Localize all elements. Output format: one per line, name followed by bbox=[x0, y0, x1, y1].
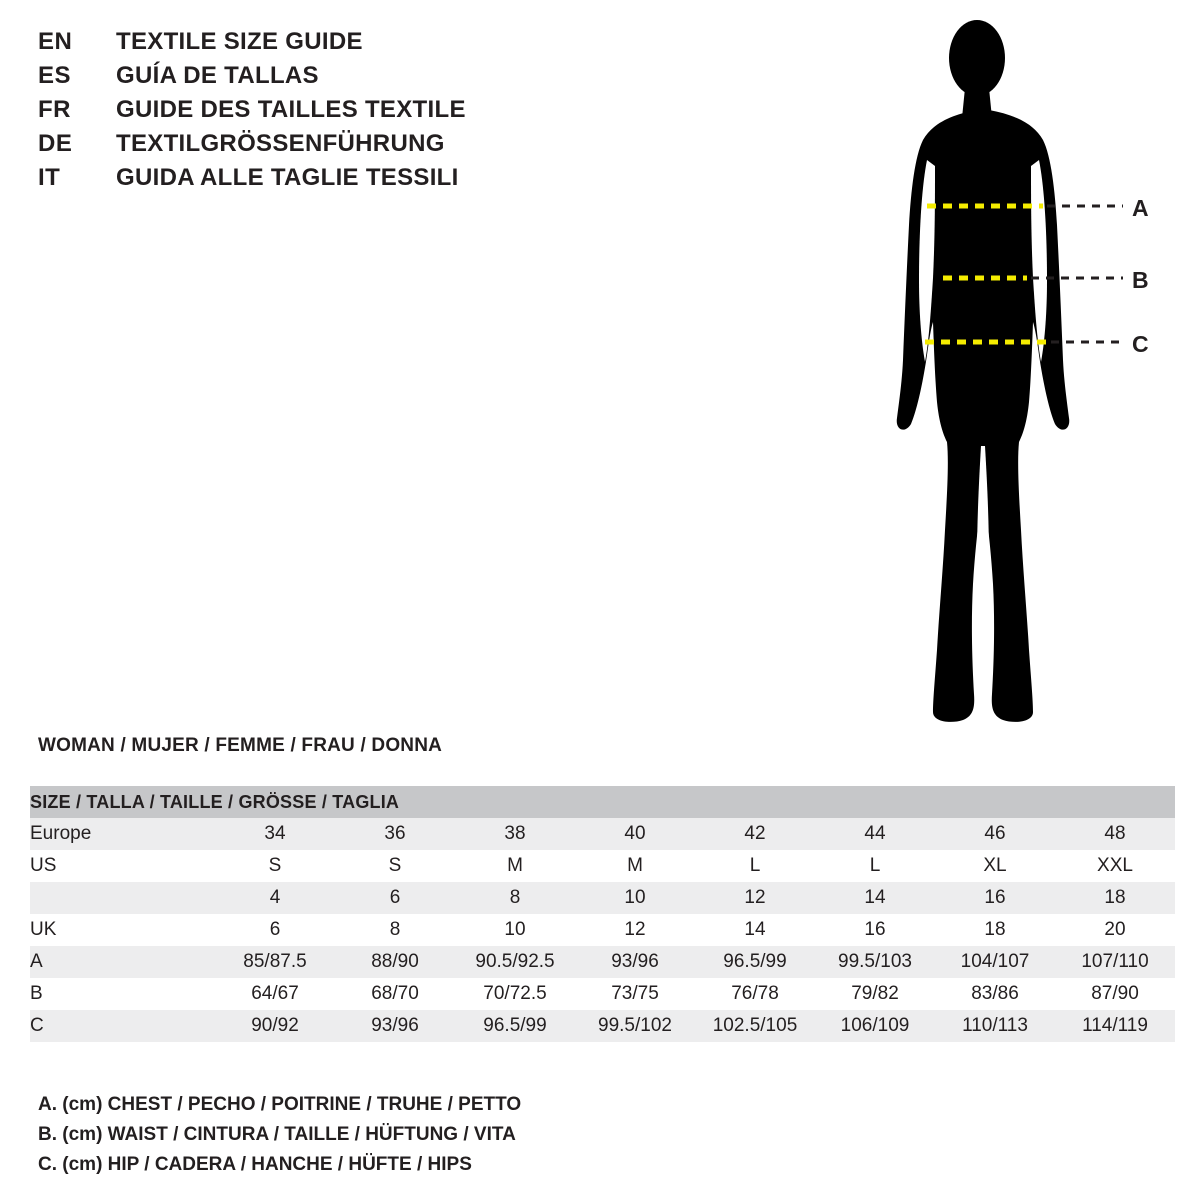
marker-label-c: C bbox=[1132, 331, 1149, 357]
cell-uk-4: 14 bbox=[744, 919, 766, 940]
cell-uk-7: 20 bbox=[1104, 919, 1126, 940]
size-table bbox=[30, 786, 1175, 1042]
title-row-de bbox=[38, 130, 658, 164]
cell-a-4: 96.5/99 bbox=[723, 951, 787, 972]
row-label-us-numeric bbox=[30, 882, 215, 914]
cell-uk-6: 18 bbox=[984, 919, 1006, 940]
cell-us-2: M bbox=[507, 855, 523, 876]
table-row bbox=[30, 946, 1175, 978]
cell-us-0: S bbox=[268, 855, 282, 876]
cell-a-1: 88/90 bbox=[371, 951, 419, 972]
cell-b-1: 68/70 bbox=[371, 983, 419, 1004]
cell-uk-1: 8 bbox=[389, 919, 401, 940]
title-text-en: TEXTILE SIZE GUIDE bbox=[116, 28, 363, 55]
table-header-label: SIZE / TALLA / TAILLE / GRÖSSE / TAGLIA bbox=[30, 791, 400, 812]
cell-b-7: 87/90 bbox=[1091, 983, 1139, 1004]
cell-usnum-6: 16 bbox=[984, 887, 1006, 908]
cell-b-0: 64/67 bbox=[251, 983, 299, 1004]
cell-europe-2: 38 bbox=[504, 823, 526, 844]
legend-line-b: B. (cm) WAIST / CINTURA / TAILLE / HÜFTUNG / VITA bbox=[38, 1124, 516, 1145]
cell-c-2: 96.5/99 bbox=[483, 1015, 547, 1036]
marker-label-a: A bbox=[1132, 195, 1149, 221]
cell-a-7: 107/110 bbox=[1081, 951, 1149, 972]
cell-europe-3: 40 bbox=[624, 823, 646, 844]
cell-usnum-2: 8 bbox=[509, 887, 521, 908]
woman-silhouette-icon bbox=[855, 10, 1185, 740]
title-row-en bbox=[38, 28, 658, 62]
cell-a-6: 104/107 bbox=[960, 951, 1030, 972]
legend-block bbox=[38, 1090, 738, 1180]
cell-uk-5: 16 bbox=[864, 919, 886, 940]
cell-usnum-0: 4 bbox=[269, 887, 281, 908]
title-row-es bbox=[38, 62, 658, 96]
row-label-c: C bbox=[30, 1015, 44, 1036]
cell-c-0: 90/92 bbox=[251, 1015, 299, 1036]
title-lang-fr: FR bbox=[38, 96, 71, 123]
cell-c-3: 99.5/102 bbox=[598, 1015, 672, 1036]
table-row bbox=[30, 818, 1175, 850]
table-row bbox=[30, 1010, 1175, 1042]
cell-us-4: L bbox=[749, 855, 761, 876]
table-row bbox=[30, 914, 1175, 946]
title-lang-de: DE bbox=[38, 130, 73, 157]
cell-us-5: L bbox=[869, 855, 881, 876]
title-block bbox=[38, 28, 658, 198]
cell-uk-2: 10 bbox=[504, 919, 526, 940]
cell-uk-3: 12 bbox=[624, 919, 646, 940]
cell-a-5: 99.5/103 bbox=[838, 951, 912, 972]
cell-c-7: 114/119 bbox=[1082, 1015, 1148, 1036]
cell-b-4: 76/78 bbox=[731, 983, 779, 1004]
cell-europe-6: 46 bbox=[984, 823, 1006, 844]
title-row-it bbox=[38, 164, 658, 198]
title-text-it: GUIDA ALLE TAGLIE TESSILI bbox=[116, 164, 459, 191]
cell-a-3: 93/96 bbox=[611, 951, 659, 972]
cell-b-6: 83/86 bbox=[971, 983, 1019, 1004]
cell-c-5: 106/109 bbox=[840, 1015, 910, 1036]
table-row bbox=[30, 850, 1175, 882]
cell-usnum-5: 14 bbox=[864, 887, 886, 908]
row-label-europe: Europe bbox=[30, 823, 92, 844]
cell-b-3: 73/75 bbox=[611, 983, 659, 1004]
title-lang-it: IT bbox=[38, 164, 61, 191]
title-text-es: GUÍA DE TALLAS bbox=[116, 62, 319, 89]
cell-usnum-1: 6 bbox=[389, 887, 401, 908]
cell-europe-0: 34 bbox=[264, 823, 286, 844]
title-text-de: TEXTILGRÖSSENFÜHRUNG bbox=[116, 130, 445, 157]
cell-usnum-4: 12 bbox=[744, 887, 766, 908]
section-heading-woman: WOMAN / MUJER / FEMME / FRAU / DONNA bbox=[38, 735, 443, 756]
cell-us-3: M bbox=[627, 855, 643, 876]
cell-a-0: 85/87.5 bbox=[243, 951, 307, 972]
title-lang-en: EN bbox=[38, 28, 73, 55]
cell-b-2: 70/72.5 bbox=[483, 983, 547, 1004]
figure-area bbox=[855, 10, 1185, 740]
cell-a-2: 90.5/92.5 bbox=[475, 951, 555, 972]
cell-usnum-7: 18 bbox=[1104, 887, 1126, 908]
title-text-fr: GUIDE DES TAILLES TEXTILE bbox=[116, 96, 466, 123]
cell-uk-0: 6 bbox=[269, 919, 281, 940]
legend-line-c: C. (cm) HIP / CADERA / HANCHE / HÜFTE / HIPS bbox=[38, 1154, 472, 1175]
table-header-row bbox=[30, 786, 1175, 818]
title-lang-es: ES bbox=[38, 62, 72, 89]
cell-c-4: 102.5/105 bbox=[712, 1015, 798, 1036]
title-row-fr bbox=[38, 96, 658, 130]
row-label-us: US bbox=[30, 855, 57, 876]
cell-europe-5: 44 bbox=[864, 823, 886, 844]
cell-europe-1: 36 bbox=[384, 823, 406, 844]
cell-us-6: XL bbox=[983, 855, 1007, 876]
row-label-uk: UK bbox=[30, 919, 57, 940]
cell-europe-4: 42 bbox=[744, 823, 766, 844]
cell-usnum-3: 10 bbox=[624, 887, 646, 908]
cell-europe-7: 48 bbox=[1104, 823, 1126, 844]
table-row bbox=[30, 978, 1175, 1010]
legend-line-a: A. (cm) CHEST / PECHO / POITRINE / TRUHE / PETTO bbox=[38, 1094, 522, 1115]
row-label-b: B bbox=[30, 983, 43, 1004]
cell-c-6: 110/113 bbox=[962, 1015, 1028, 1036]
cell-b-5: 79/82 bbox=[851, 983, 899, 1004]
cell-c-1: 93/96 bbox=[371, 1015, 419, 1036]
table-row bbox=[30, 882, 1175, 914]
size-table-wrap bbox=[30, 786, 1175, 1042]
row-label-a: A bbox=[30, 951, 43, 972]
marker-label-b: B bbox=[1132, 267, 1149, 293]
cell-us-7: XXL bbox=[1097, 855, 1133, 876]
cell-us-1: S bbox=[388, 855, 402, 876]
